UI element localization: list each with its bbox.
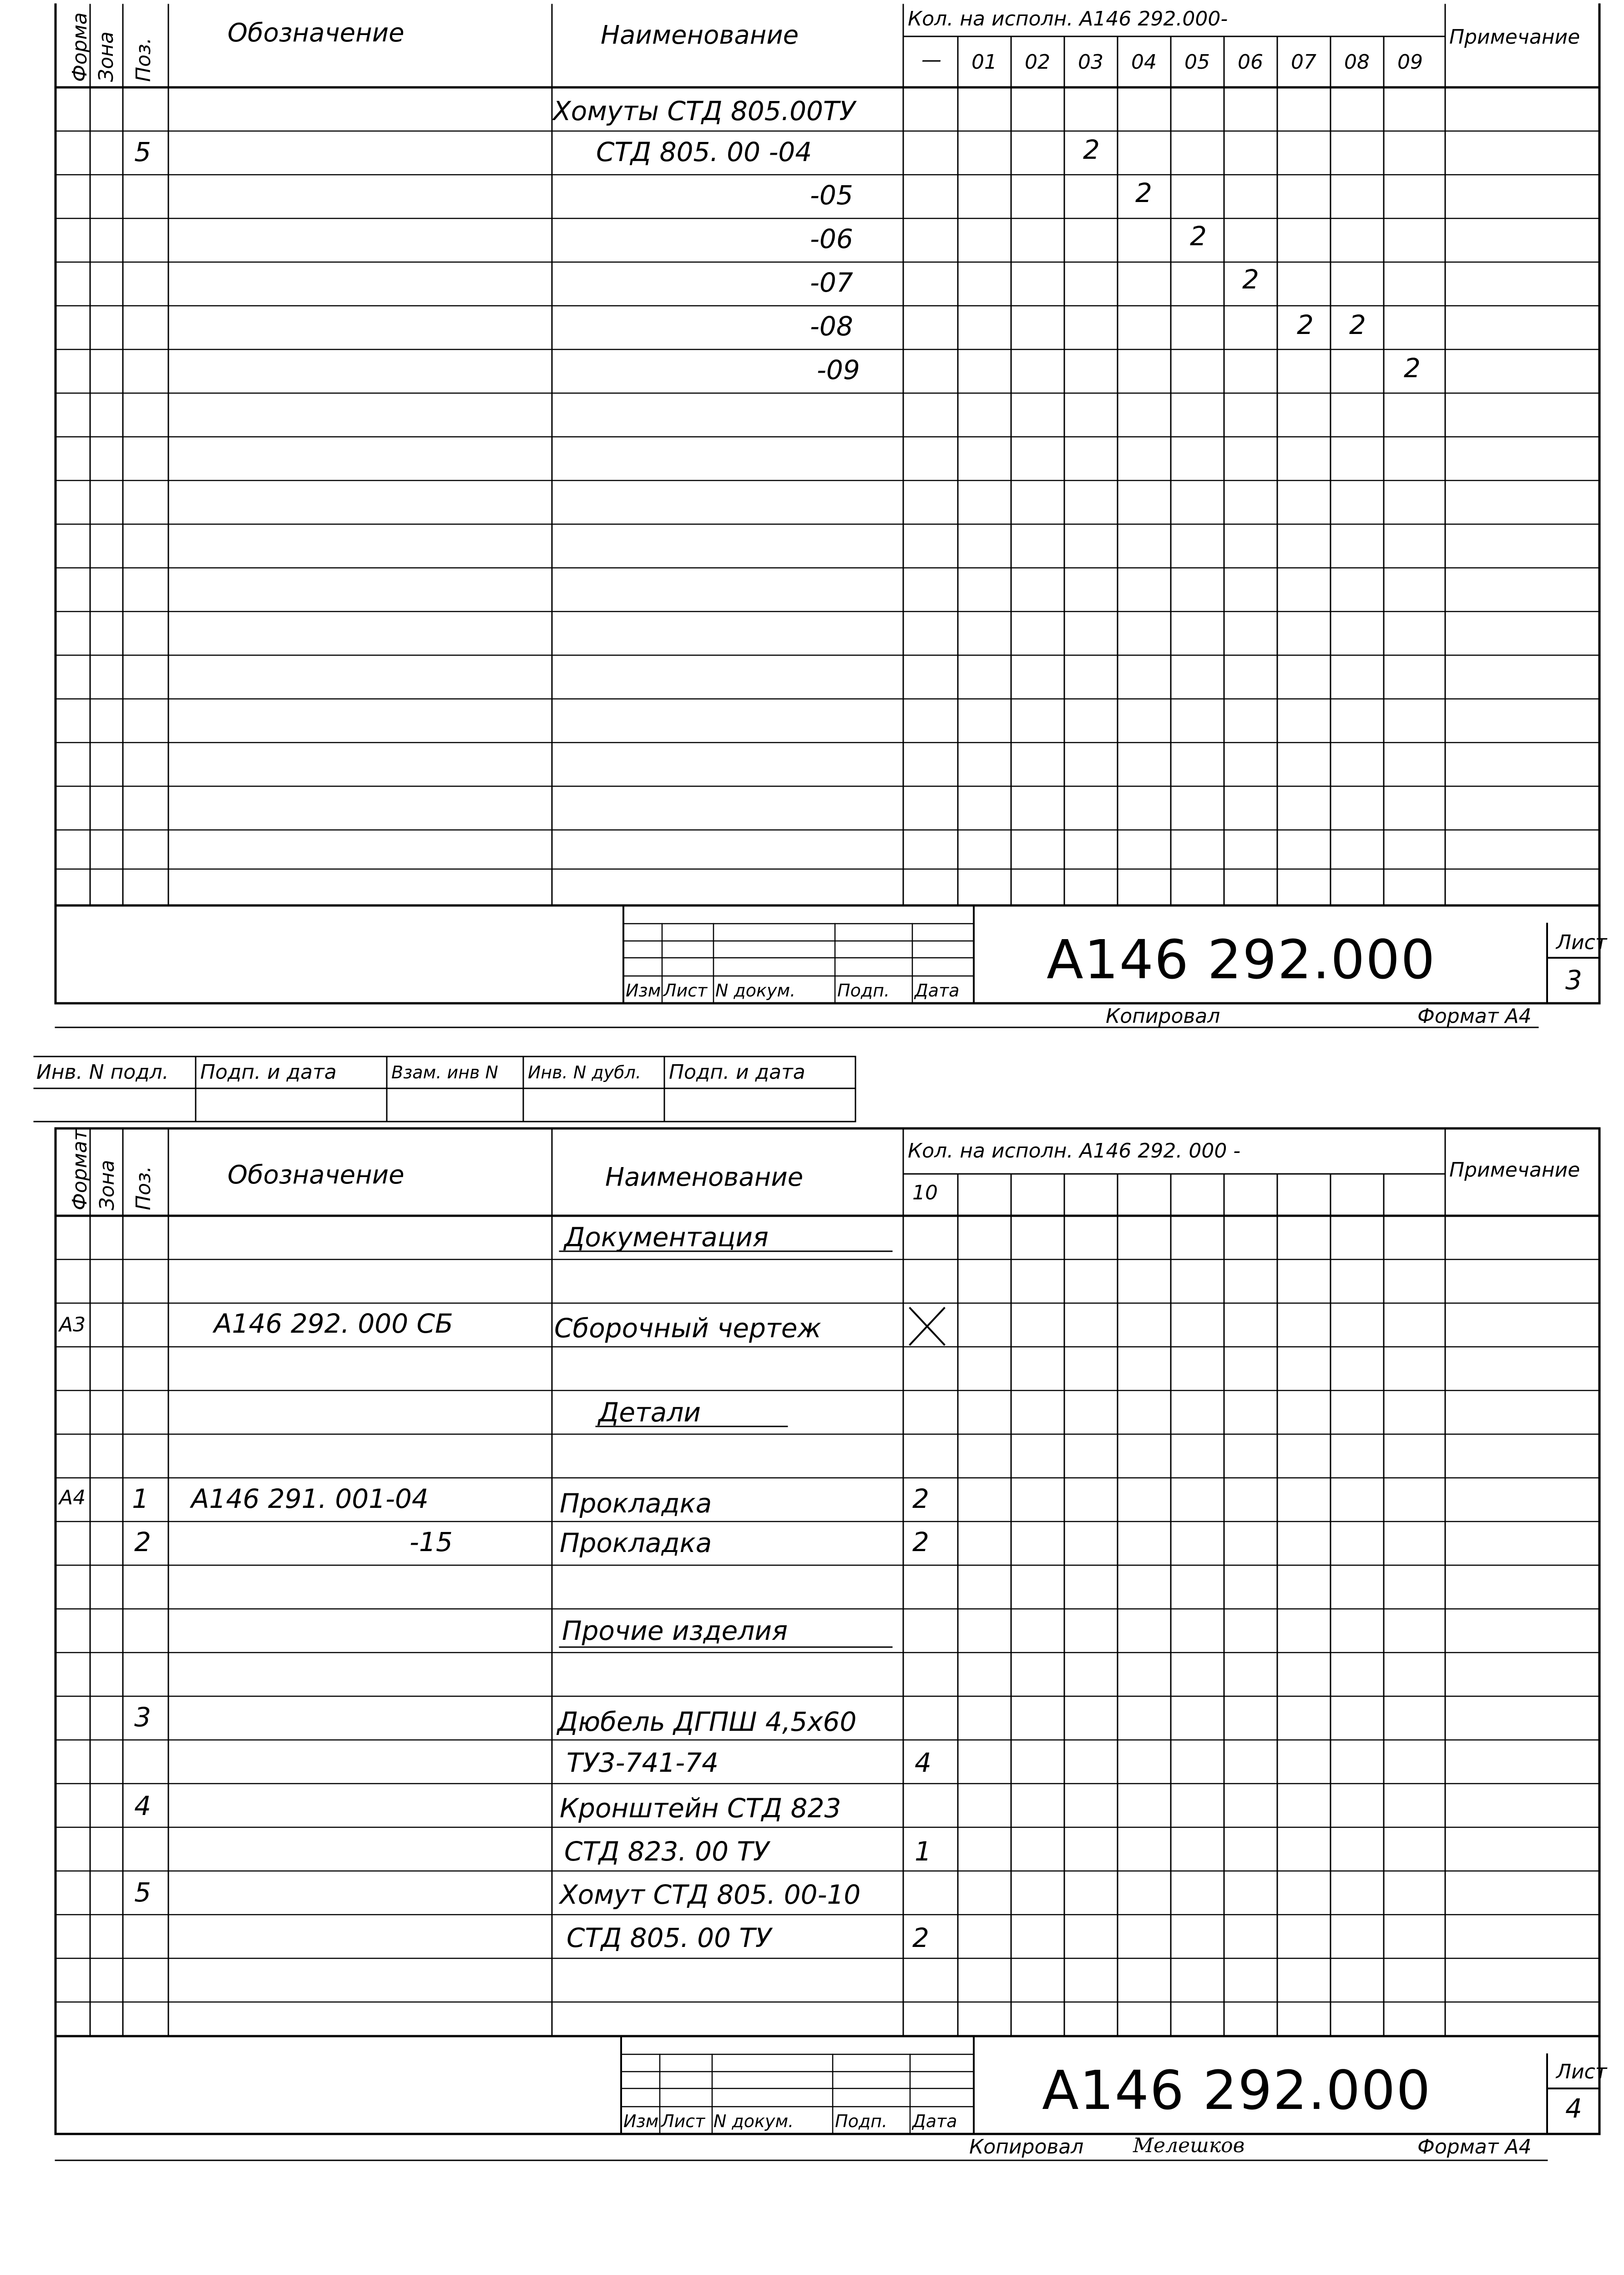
row-name: Прокладка [560, 1488, 712, 1519]
row-name: Хомут СТД 805. 00-10 [560, 1879, 861, 1910]
row-name: Прокладка [560, 1527, 712, 1558]
format-label: Формат А4 [1417, 2135, 1532, 2159]
col-header-format: Формат [68, 1129, 91, 1210]
copied-by-label: Копировал [1106, 1005, 1220, 1028]
section-parts: Детали [598, 1397, 701, 1428]
stamp-ndokum: N докум. [715, 981, 796, 1001]
col-header-primechanie: Примечание [1449, 25, 1580, 49]
qty-cell: 2 [1135, 177, 1152, 208]
section-documentation: Документация [564, 1222, 769, 1253]
stamp-inv-podl: Инв. N подл. [36, 1061, 169, 1084]
col-header-poz: Поз. [132, 1166, 155, 1210]
stamp-ndokum: N докум. [713, 2111, 794, 2131]
row-name: -06 [810, 223, 853, 254]
variant-header: 09 [1397, 51, 1423, 74]
row-code: А146 291. 001-04 [191, 1483, 429, 1514]
variant-header: 02 [1025, 51, 1050, 74]
sheet-number: 3 [1565, 965, 1582, 996]
row-name: -08 [810, 311, 853, 342]
stamp-izm: Изм [626, 981, 661, 1001]
document-code: А146 292.000 [1047, 928, 1436, 991]
stamp-inv-dubl: Инв. N дубл. [528, 1062, 641, 1082]
qty-cell: 2 [1242, 264, 1259, 295]
row-code: А146 292. 000 СБ [214, 1308, 453, 1339]
row-name: Хомуты СТД 805.00ТУ [553, 96, 855, 126]
variant-header: 05 [1184, 51, 1210, 74]
row-format: А3 [59, 1313, 86, 1336]
row-poz: 4 [134, 1790, 151, 1821]
qty-cell: 2 [912, 1527, 929, 1557]
row-name: СТД 805. 00 -04 [596, 136, 812, 167]
col-header-naimenovanie: Наименование [605, 1163, 804, 1192]
qty-cell: 2 [1404, 353, 1421, 384]
row-format: А4 [59, 1486, 86, 1509]
col-header-kol: Кол. на исполн. А146 292. 000 - [908, 1139, 1241, 1163]
signature: Мелешков [1133, 2134, 1245, 2157]
variant-header: 08 [1344, 51, 1370, 74]
row-name: Сборочный чертеж [554, 1313, 821, 1344]
sheet-number: 4 [1565, 2093, 1582, 2124]
variant-header: — [921, 48, 941, 71]
qty-cell: 2 [912, 1922, 929, 1953]
stamp-list: Лист [663, 981, 708, 1001]
variant-header: 04 [1131, 51, 1157, 74]
col-header-forma: Форма [68, 12, 91, 82]
copied-by-label: Копировал [969, 2135, 1084, 2159]
stamp-list-label: Лист [1556, 931, 1607, 954]
qty-cell: 2 [1083, 134, 1100, 165]
col-header-poz: Поз. [132, 37, 155, 82]
col-header-oboznachenie: Обозначение [228, 18, 405, 48]
qty-cell: 2 [1190, 221, 1207, 252]
col-header-naimenovanie: Наименование [601, 20, 799, 50]
stamp-podp: Подп. [837, 981, 890, 1001]
stamp-podp-data: Подп. и дата [200, 1061, 337, 1084]
stamp-izm: Изм [623, 2111, 659, 2131]
qty-cell: 4 [915, 1747, 931, 1778]
qty-mark [1456, 1310, 1474, 1337]
format-label: Формат А4 [1417, 1005, 1532, 1028]
row-name: СТД 823. 00 ТУ [564, 1836, 769, 1867]
row-name: -05 [810, 180, 853, 211]
row-poz: 3 [134, 1702, 151, 1733]
row-name: ТУ3-741-74 [567, 1747, 719, 1778]
col-header-kol: Кол. на исполн. А146 292.000- [908, 7, 1228, 30]
row-code: -15 [410, 1527, 453, 1557]
stamp-data: Дата [915, 981, 960, 1001]
stamp-data: Дата [912, 2111, 957, 2131]
row-poz: 2 [134, 1527, 151, 1557]
stamp-podp: Подп. [835, 2111, 888, 2131]
stamp-list: Лист [661, 2111, 705, 2131]
col-header-zona: Зона [95, 31, 118, 82]
qty-cell: 1 [915, 1836, 931, 1867]
row-name: Дюбель ДГПШ 4,5х60 [557, 1706, 857, 1737]
section-other-items: Прочие изделия [562, 1615, 788, 1646]
qty-cell: 2 [1349, 309, 1366, 340]
col-header-zona: Зона [96, 1160, 119, 1210]
qty-cell: 2 [1297, 309, 1314, 340]
row-poz: 5 [134, 1877, 151, 1908]
row-name: СТД 805. 00 ТУ [567, 1922, 772, 1953]
row-name: Кронштейн СТД 823 [560, 1793, 841, 1824]
stamp-list-label: Лист [1556, 2060, 1607, 2083]
variant-header: 03 [1078, 51, 1103, 74]
document-code: А146 292.000 [1042, 2059, 1432, 2122]
variant-header: 01 [971, 51, 997, 74]
row-name: -09 [817, 354, 860, 385]
variant-header: 06 [1238, 51, 1263, 74]
col-header-primechanie: Примечание [1449, 1158, 1580, 1182]
variant-header: 10 [912, 1181, 938, 1204]
row-poz: 5 [134, 136, 151, 167]
stamp-vzam: Взам. инв N [391, 1062, 498, 1082]
row-name: -07 [810, 267, 853, 298]
stamp-podp-data-2: Подп. и дата [669, 1061, 805, 1084]
col-header-oboznachenie: Обозначение [228, 1160, 405, 1190]
qty-cell: 2 [912, 1483, 929, 1514]
row-poz: 1 [132, 1483, 149, 1514]
variant-header: 07 [1291, 51, 1316, 74]
